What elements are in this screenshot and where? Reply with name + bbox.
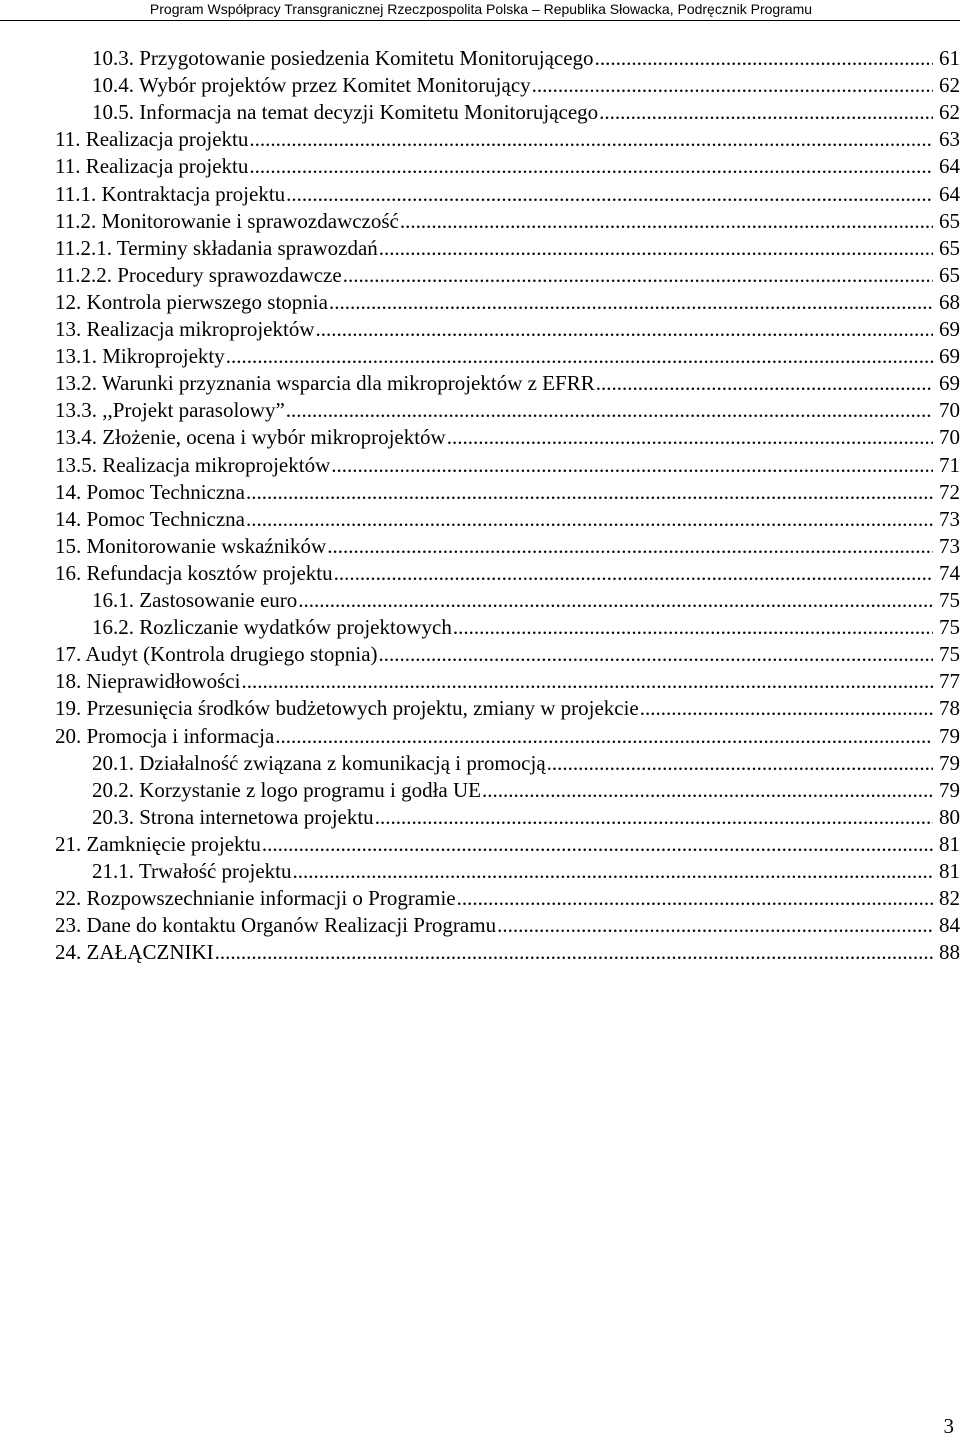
toc-entry-title: 21.1. Trwałość projektu xyxy=(92,859,292,883)
toc-entry[interactable] xyxy=(92,614,960,641)
toc-dot-leader xyxy=(599,99,933,126)
toc-dot-leader xyxy=(596,370,933,397)
header-rule xyxy=(0,20,960,21)
toc-dot-leader xyxy=(379,235,933,262)
toc-entry[interactable] xyxy=(92,858,960,885)
toc-entry-page: 81 xyxy=(939,859,960,883)
toc-entry[interactable] xyxy=(92,587,960,614)
running-header: Program Współpracy Transgranicznej Rzeczpospolita Polska – Republika Słowacka, Podręcznik Programu xyxy=(149,1,813,17)
toc-entry[interactable] xyxy=(55,316,960,343)
toc-entry[interactable] xyxy=(55,533,960,560)
toc-entry-page: 82 xyxy=(939,886,960,910)
toc-entry[interactable] xyxy=(55,560,960,587)
toc-dot-leader xyxy=(497,912,933,939)
toc-entry[interactable] xyxy=(92,45,960,72)
toc-entry-title: 11.1. Kontraktacja projektu xyxy=(55,182,286,206)
toc-dot-leader xyxy=(246,479,933,506)
toc-entry-title: 13.3. ,,Projekt parasolowy” xyxy=(55,398,285,422)
toc-entry-page: 69 xyxy=(939,371,960,395)
toc-entry[interactable] xyxy=(55,831,960,858)
toc-entry-page: 71 xyxy=(939,453,960,477)
toc-dot-leader xyxy=(400,208,933,235)
toc-entry-page: 62 xyxy=(939,73,960,97)
toc-entry-page: 78 xyxy=(939,696,960,720)
toc-entry-title: 18. Nieprawidłowości xyxy=(55,669,241,693)
toc-entry[interactable] xyxy=(55,343,960,370)
toc-entry[interactable] xyxy=(92,99,960,126)
toc-entry[interactable] xyxy=(55,641,960,668)
toc-entry[interactable] xyxy=(92,72,960,99)
toc-entry-page: 79 xyxy=(939,751,960,775)
toc-entry[interactable] xyxy=(55,126,960,153)
toc-entry-page: 88 xyxy=(939,940,960,964)
toc-dot-leader xyxy=(375,804,933,831)
toc-entry-title: 13. Realizacja mikroprojektów xyxy=(55,317,315,341)
toc-entry-page: 69 xyxy=(939,344,960,368)
toc-entry-title: 14. Pomoc Techniczna xyxy=(55,507,246,531)
toc-entry[interactable] xyxy=(55,208,960,235)
toc-entry[interactable] xyxy=(55,912,960,939)
toc-dot-leader xyxy=(327,533,933,560)
toc-entry-title: 13.1. Mikroprojekty xyxy=(55,344,225,368)
toc-entry[interactable] xyxy=(55,723,960,750)
toc-dot-leader xyxy=(532,72,933,99)
toc-entry[interactable] xyxy=(55,181,960,208)
toc-entry-title: 17. Audyt (Kontrola drugiego stopnia) xyxy=(55,642,378,666)
toc-entry-page: 73 xyxy=(939,507,960,531)
toc-dot-leader xyxy=(249,153,933,180)
toc-entry-title: 20.1. Działalność związana z komunikacją i promocją xyxy=(92,751,546,775)
toc-entry-title: 11. Realizacja projektu xyxy=(55,127,249,151)
toc-dot-leader xyxy=(275,723,933,750)
toc-entry[interactable] xyxy=(55,153,960,180)
toc-entry[interactable] xyxy=(55,479,960,506)
toc-entry[interactable] xyxy=(55,424,960,451)
toc-entry[interactable] xyxy=(55,695,960,722)
toc-dot-leader xyxy=(249,126,933,153)
toc-dot-leader xyxy=(226,343,933,370)
toc-dot-leader xyxy=(298,587,933,614)
toc-entry-title: 10.5. Informacja na temat decyzji Komitetu Monitorującego xyxy=(92,100,599,124)
toc-entry-title: 11. Realizacja projektu xyxy=(55,154,249,178)
toc-entry-page: 63 xyxy=(939,127,960,151)
toc-entry[interactable] xyxy=(92,750,960,777)
toc-entry-title: 11.2.2. Procedury sprawozdawcze xyxy=(55,263,342,287)
toc-entry-page: 62 xyxy=(939,100,960,124)
toc-entry[interactable] xyxy=(55,885,960,912)
toc-dot-leader xyxy=(595,45,933,72)
toc-entry-page: 81 xyxy=(939,832,960,856)
toc-entry-title: 13.4. Złożenie, ocena i wybór mikroprojektów xyxy=(55,425,446,449)
toc-entry-title: 20.3. Strona internetowa projektu xyxy=(92,805,374,829)
toc-dot-leader xyxy=(329,289,933,316)
toc-dot-leader xyxy=(215,939,933,966)
toc-entry-title: 11.2.1. Terminy składania sprawozdań xyxy=(55,236,378,260)
toc-entry-title: 23. Dane do kontaktu Organów Realizacji Programu xyxy=(55,913,497,937)
page-number: 3 xyxy=(943,1414,954,1438)
toc-entry-page: 79 xyxy=(939,724,960,748)
toc-entry-page: 84 xyxy=(939,913,960,937)
toc-entry-page: 61 xyxy=(939,46,960,70)
toc-entry[interactable] xyxy=(55,262,960,289)
toc-entry[interactable] xyxy=(55,397,960,424)
toc-entry-title: 16.1. Zastosowanie euro xyxy=(92,588,298,612)
toc-dot-leader xyxy=(447,424,933,451)
toc-dot-leader xyxy=(457,885,933,912)
toc-entry-title: 10.4. Wybór projektów przez Komitet Monitorujący xyxy=(92,73,531,97)
toc-entry[interactable] xyxy=(55,939,960,966)
toc-entry-page: 64 xyxy=(939,182,960,206)
toc-entry-title: 19. Przesunięcia środków budżetowych projektu, zmiany w projekcie xyxy=(55,696,639,720)
toc-entry[interactable] xyxy=(55,452,960,479)
toc-dot-leader xyxy=(286,397,933,424)
toc-entry[interactable] xyxy=(92,804,960,831)
toc-dot-leader xyxy=(343,262,933,289)
toc-entry-title: 22. Rozpowszechnianie informacji o Programie xyxy=(55,886,456,910)
toc-dot-leader xyxy=(640,695,933,722)
toc-entry-page: 65 xyxy=(939,209,960,233)
toc-dot-leader xyxy=(453,614,933,641)
toc-entry-title: 13.2. Warunki przyznania wsparcia dla mikroprojektów z EFRR xyxy=(55,371,595,395)
toc-entry-title: 21. Zamknięcie projektu xyxy=(55,832,261,856)
toc-entry-page: 73 xyxy=(939,534,960,558)
toc-dot-leader xyxy=(286,181,933,208)
toc-entry-page: 70 xyxy=(939,425,960,449)
toc-entry-page: 72 xyxy=(939,480,960,504)
toc-entry-page: 75 xyxy=(939,588,960,612)
toc-dot-leader xyxy=(331,452,933,479)
toc-entry-page: 69 xyxy=(939,317,960,341)
toc-entry-page: 79 xyxy=(939,778,960,802)
toc-dot-leader xyxy=(482,777,933,804)
toc-entry-page: 75 xyxy=(939,642,960,666)
toc-entry[interactable] xyxy=(55,370,960,397)
toc-entry[interactable] xyxy=(55,289,960,316)
toc-entry-page: 65 xyxy=(939,236,960,260)
toc-dot-leader xyxy=(293,858,934,885)
toc-entry-title: 10.3. Przygotowanie posiedzenia Komitetu Monitorującego xyxy=(92,46,594,70)
toc-dot-leader xyxy=(316,316,934,343)
toc-entry[interactable] xyxy=(55,235,960,262)
toc-entry[interactable] xyxy=(55,506,960,533)
toc-entry-title: 16.2. Rozliczanie wydatków projektowych xyxy=(92,615,452,639)
toc-dot-leader xyxy=(246,506,933,533)
toc-dot-leader xyxy=(262,831,933,858)
toc-entry-title: 24. ZAŁĄCZNIKI xyxy=(55,940,214,964)
toc-entry-page: 64 xyxy=(939,154,960,178)
toc-dot-leader xyxy=(547,750,933,777)
toc-dot-leader xyxy=(334,560,933,587)
toc-dot-leader xyxy=(241,668,933,695)
toc-entry-title: 12. Kontrola pierwszego stopnia xyxy=(55,290,328,314)
toc-entry-page: 80 xyxy=(939,805,960,829)
toc-entry-title: 16. Refundacja kosztów projektu xyxy=(55,561,333,585)
toc-entry[interactable] xyxy=(55,668,960,695)
toc-entry-page: 65 xyxy=(939,263,960,287)
toc-entry-title: 20.2. Korzystanie z logo programu i godła UE xyxy=(92,778,481,802)
toc-entry-title: 20. Promocja i informacja xyxy=(55,724,275,748)
toc-entry-page: 77 xyxy=(939,669,960,693)
toc-dot-leader xyxy=(379,641,933,668)
toc-entry-page: 74 xyxy=(939,561,960,585)
toc-entry-title: 14. Pomoc Techniczna xyxy=(55,480,246,504)
toc-entry[interactable] xyxy=(92,777,960,804)
toc-entry-page: 75 xyxy=(939,615,960,639)
toc-entry-title: 11.2. Monitorowanie i sprawozdawczość xyxy=(55,209,399,233)
toc-entry-page: 68 xyxy=(939,290,960,314)
toc-entry-title: 15. Monitorowanie wskaźników xyxy=(55,534,327,558)
toc-entry-title: 13.5. Realizacja mikroprojektów xyxy=(55,453,331,477)
toc-entry-page: 70 xyxy=(939,398,960,422)
